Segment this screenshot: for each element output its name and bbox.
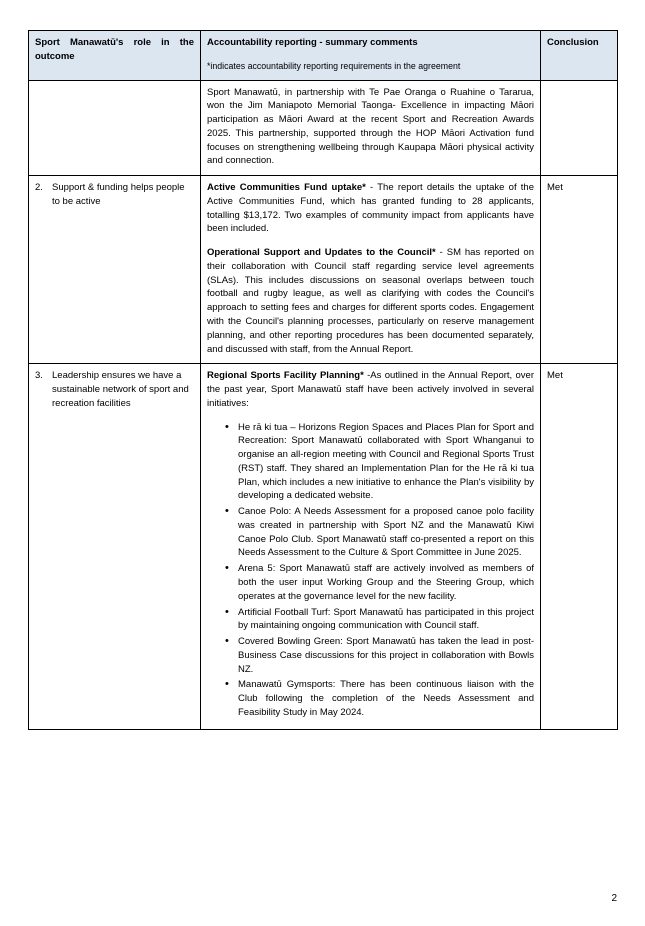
header-col-role: Sport Manawatū's role in the outcome <box>29 31 201 81</box>
table-row <box>29 80 618 176</box>
header-col-conclusion: Conclusion <box>541 31 618 81</box>
header-accountability-sub: *indicates accountability reporting requirements in the agreement <box>207 60 461 71</box>
row-comments-cell <box>201 364 541 729</box>
table-row <box>29 364 618 729</box>
comment-paragraph <box>207 181 534 236</box>
list-item: • He rā ki tua – Horizons Region Spaces and Places Plan for Sport and Recreation: Sport Manawatū collaborated with Sport Whanganui to organise an all-region meeting with Council and Regional Sports Trust (RST) staff. They shared an Implementation Plan for the He rā ki tua Plan, which includes a new initiative to enhance the Plan's visibility by developing a dedicated website. <box>225 421 534 504</box>
list-item: • Manawatū Gymsports: There has been continuous liaison with the Club following the completion of the Needs Assessment and Feasibility Study in May 2024. <box>225 678 534 719</box>
accountability-table <box>28 30 618 730</box>
header-col-accountability <box>201 31 541 81</box>
comment-text: Sport Manawatū, in partnership with Te Pae Oranga o Ruahine o Tararua, won the Jim Maniapoto Memorial Taonga- Excellence in impacting Māori participation as Māori Award at the recent Sport and Recreation Awards 2025. This partnership, supported through the HOP Māori Activation fund focuses on strengthening wellbeing through Kaupapa Māori physical activity and connection. <box>207 86 534 167</box>
header-accountability-main: Accountability reporting - summary comments <box>207 37 418 48</box>
table-row <box>29 176 618 364</box>
table-header-row <box>29 31 618 81</box>
comment-bold-lead: Operational Support and Updates to the Council* <box>207 247 436 259</box>
comment-paragraph <box>207 86 534 169</box>
row-role-cell <box>29 80 201 176</box>
row-role-text: Support & funding helps people to be active <box>52 182 185 207</box>
row-role-text: Leadership ensures we have a sustainable network of sport and recreation facilities <box>52 370 189 409</box>
row-role-cell <box>29 176 201 364</box>
comment-text: - The report details the uptake of the Active Communities Fund, which has granted funding to 28 applicants, totalling $13,172. Two examples of community impact from applicants have been included. <box>207 182 534 235</box>
list-item: • Artificial Football Turf: Sport Manawatū has participated in this project by maintaining ongoing communication with Council staff. <box>225 606 534 634</box>
row-role-cell <box>29 364 201 729</box>
comment-text: - SM has reported on their collaboration with Council staff regarding service level agreements (SLAs). This includes discussions on seasonal overlaps between touch football and rugby league, as well as clarifying with codes the Council's approach to setting fees and charges for different sports codes. Engagement with the Council's planning processes, particularly on reserve management planning, and other reporting procedures has been documented separately, and discussed with staff, from the Annual Report. <box>207 247 534 355</box>
row-conclusion-cell: Met <box>541 176 618 364</box>
list-item: • Arena 5: Sport Manawatū staff are actively involved as members of both the user input Working Group and the Steering Group, which operates at the governance level for the new facility. <box>225 562 534 603</box>
list-item: • Canoe Polo: A Needs Assessment for a proposed canoe polo facility was created in partnership with Sport NZ and the Manawatū Kiwi Canoe Polo Club. Sport Manawatū staff co-presented a report on this Needs Assessment to the Culture & Sport Committee in June 2025. <box>225 505 534 560</box>
comment-paragraph <box>207 246 534 356</box>
comment-bold-lead: Active Communities Fund uptake* <box>207 182 366 194</box>
row-number: 2. <box>35 182 43 194</box>
page-number: 2 <box>611 893 617 904</box>
comment-text: -As outlined in the Annual Report, over the past year, Sport Manawatū staff have been actively involved in several initiatives: <box>207 370 534 409</box>
row-comments-cell <box>201 80 541 176</box>
row-comments-cell <box>201 176 541 364</box>
comment-paragraph <box>207 369 534 410</box>
list-item: • Covered Bowling Green: Sport Manawatū has taken the lead in post-Business Case discussions for this project in collaboration with Bowls NZ. <box>225 635 534 676</box>
initiatives-list <box>207 421 534 720</box>
row-number: 3. <box>35 370 43 382</box>
row-conclusion-cell: Met <box>541 364 618 729</box>
comment-bold-lead: Regional Sports Facility Planning* <box>207 370 364 382</box>
row-conclusion-cell <box>541 80 618 176</box>
